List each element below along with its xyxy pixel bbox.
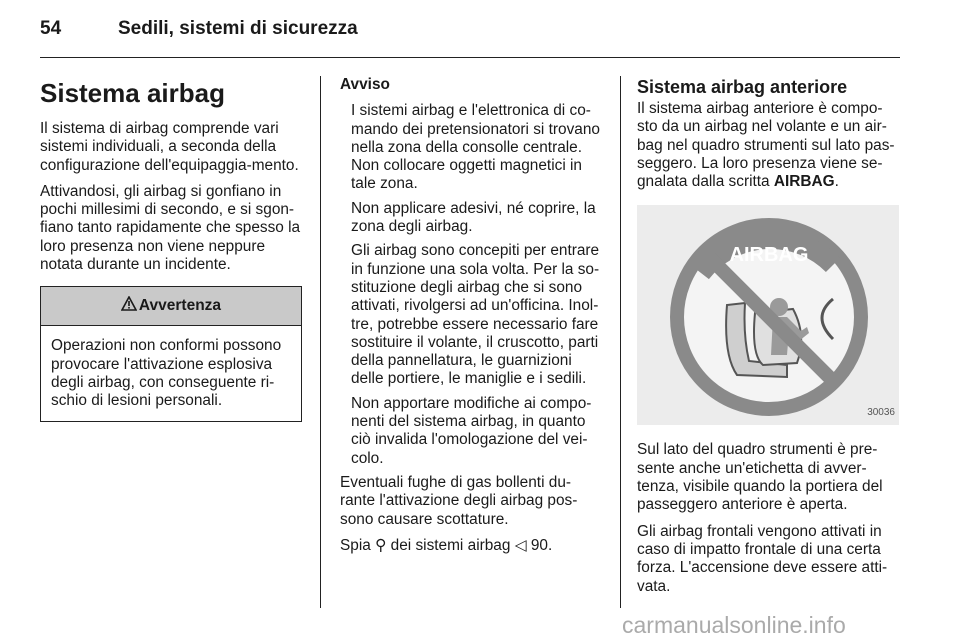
paragraph: Eventuali fughe di gas bollenti du-rante l'attivazione degli airbag pos-sono causare scottature. (340, 473, 578, 528)
watermark: carmanualsonline.info (622, 612, 846, 638)
spia-text: dei sistemi airbag (390, 536, 511, 554)
column-2 (340, 76, 605, 563)
column-3 (637, 76, 901, 604)
page-number: 54 (40, 18, 62, 39)
warning-text: Operazioni non conformi possono provocare l'attivazione esplosiva degli airbag, con conseguente ri-schio di lesioni personali. (51, 337, 282, 410)
notice-title: Avviso (340, 76, 390, 93)
sticker-label: AIRBAG (729, 244, 809, 267)
section-title-sistema-airbag: Sistema airbag (40, 78, 225, 108)
notice-paragraph: Gli airbag sono concepiti per entrare in funzione una sola volta. Per la so-stituzione degli airbag che si sono attivati, rivolgersi ad un'officina. Inol-tre, potrebbe essere necessario fare sostituire il volante, il cruscotto, parti della pannellatura, le guarnizioni delle portiere, le maniglie e i sedili. (351, 242, 600, 388)
notice-paragraph: Non applicare adesivi, né coprire, la zona degli airbag. (351, 199, 596, 236)
image-code: 30036 (867, 407, 895, 419)
spia-label: Spia (340, 536, 371, 554)
section-title-airbag-anteriore: Sistema airbag anteriore (637, 77, 848, 97)
paragraph: Gli airbag frontali vengono attivati in caso di impatto frontale di una certa forza. L'accensione deve essere atti-vata. (637, 522, 888, 595)
paragraph (637, 100, 901, 191)
notice-paragraph: Non apportare modifiche ai compo-nenti del sistema airbag, in quanto ciò invalida l'omologazione del vei-colo. (351, 394, 592, 467)
spia-line (340, 537, 605, 555)
warning-title: Avvertenza (138, 297, 222, 315)
warning-triangle-icon (121, 296, 137, 316)
chapter-title: Sedili, sistemi di sicurezza (118, 18, 358, 39)
paragraph-text: Il sistema airbag anteriore è compo-sto da un airbag nel volante e un air-bag nel quadro strumenti sul lato pas-seggero. La loro presenza viene se-gnalata dalla scritta (637, 100, 895, 191)
airbag-label-text: AIRBAG (773, 173, 835, 191)
paragraph: Il sistema di airbag comprende vari sistemi individuali, a seconda della configurazione dell'equipaggia-mento. (40, 120, 299, 174)
page-reference-icon: ◁ (514, 536, 527, 554)
paragraph-end: . (834, 173, 839, 191)
paragraph: Attivandosi, gli airbag si gonfiano in pochi millesimi di secondo, e si sgon-fiano tanto rapidamente che spesso la loro presenza non viene neppure notata durante un incidente. (40, 182, 301, 274)
header-rule (40, 57, 900, 58)
column-divider-2 (620, 76, 621, 608)
airbag-warning-light-icon: ⚲ (375, 536, 387, 554)
notice-paragraph: I sistemi airbag e l'elettronica di co-mando dei pretensionatori si trovano nella zona della consolle centrale. Non collocare oggetti magnetici in tale zona. (351, 102, 600, 193)
airbag-warning-sticker-image (637, 205, 899, 425)
page-reference[interactable]: 90. (530, 536, 553, 554)
column-divider-1 (320, 76, 321, 608)
warning-header (41, 287, 301, 326)
column-1 (40, 70, 302, 422)
warning-box (40, 286, 302, 421)
notice-body (340, 102, 605, 468)
airbag-sticker-icon (637, 205, 899, 425)
paragraph: Sul lato del quadro strumenti è pre-sente anche un'etichetta di avver-tenza, visibile quando la portiera del passeggero anteriore è aperta. (637, 441, 883, 514)
